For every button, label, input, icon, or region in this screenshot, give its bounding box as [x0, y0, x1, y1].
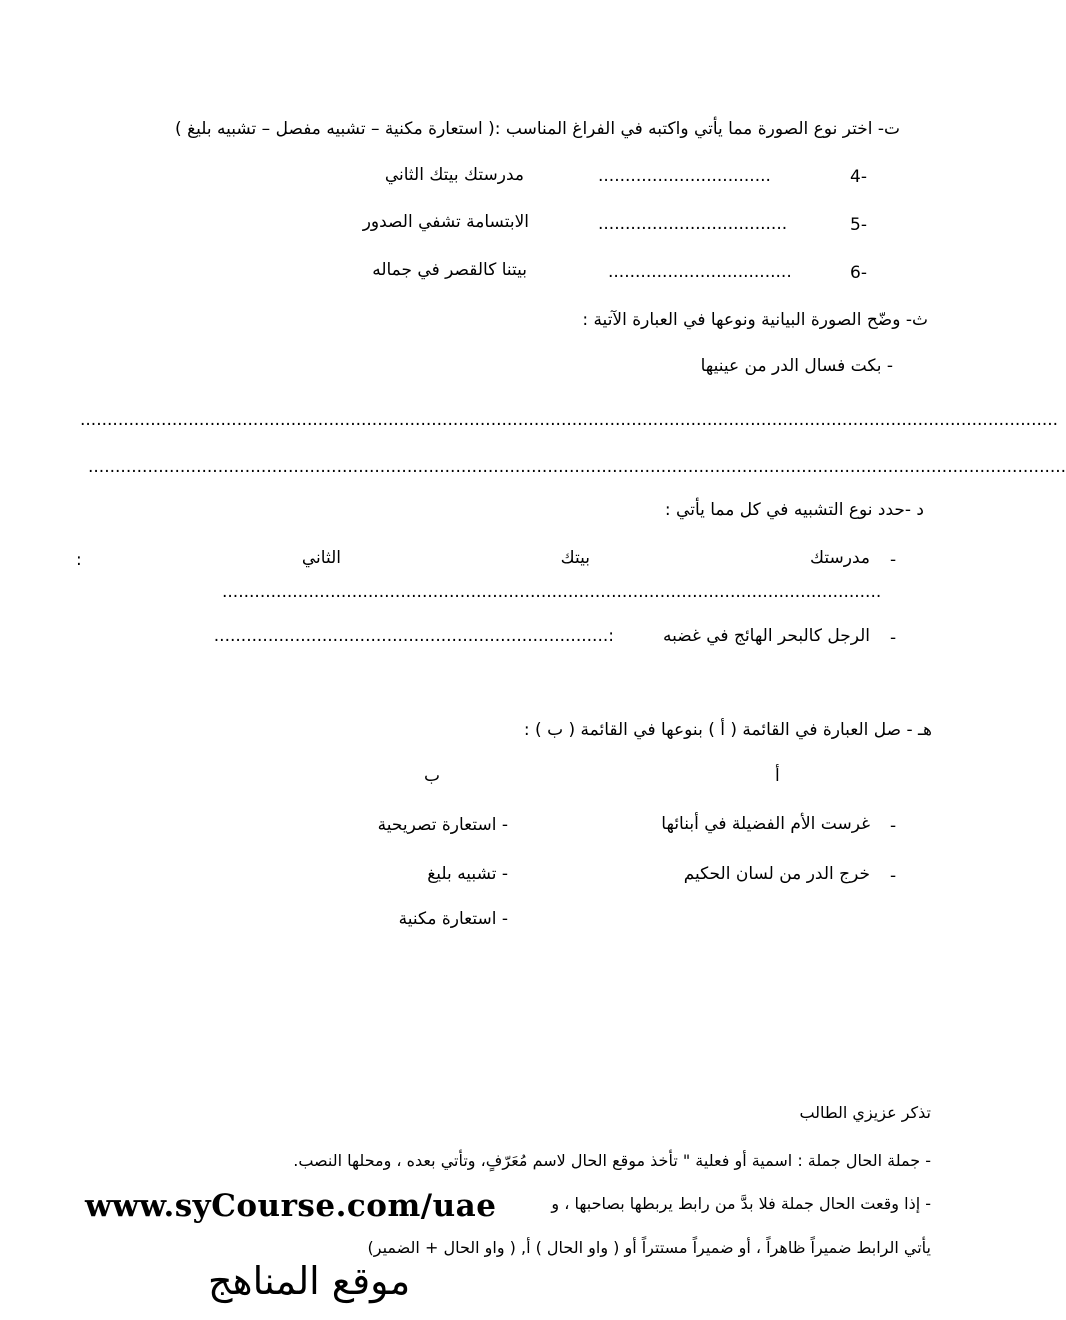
row1-colon: :: [76, 550, 82, 570]
row1-word-3: الثاني: [301, 548, 341, 568]
row2-dash: -: [890, 628, 897, 648]
watermark-arabic: موقع المناهج: [208, 1259, 411, 1303]
item-4-num: 4-: [850, 167, 867, 187]
reminder-line-1: - جملة الحال جملة : اسمية أو فعلية " تأخذ موقع الحال لاسم مُعَرّفٍ، وتأتي بعده ، ومحلها النصب.: [293, 1151, 931, 1170]
item-5-blank: ...................................: [598, 214, 788, 234]
reminder-title: تذكر عزيزي الطالب: [799, 1103, 931, 1122]
list-a-item-2: خرج الدر من لسان الحكيم: [683, 864, 870, 884]
answer-line-2: .....................................................................................................................................................................................: [88, 457, 1066, 477]
list-a-dash-2: -: [890, 866, 897, 886]
section-h-heading: هـ - صل العبارة في القائمة ( أ ) بنوعها في القائمة ( ب ) :: [523, 720, 932, 740]
reminder-line-3: يأتي الرابط ضميراً ظاهراً ، أو ضميراً مستتراً أو ( واو الحال ) أ, ( واو الحال + الضمير): [367, 1238, 931, 1257]
section-d-heading: د -حدد نوع التشبيه في كل مما يأتي :: [664, 500, 924, 520]
watermark-url: www.syCourse.com/uae: [85, 1188, 497, 1224]
section-t-heading: ت- اختر نوع الصورة مما يأتي واكتبه في الفراغ المناسب :( استعارة مكنية – تشبيه مفصل – تشبيه بليغ ): [175, 119, 900, 139]
list-b-item-3: - استعارة مكنية: [398, 909, 508, 929]
reminder-line-2: - إذا وقعت الحال جملة فلا بدَّ من رابط يربطها بصاحبها ، و: [551, 1194, 931, 1213]
column-a-label: أ: [775, 766, 780, 786]
row1-blank: ..........................................................................................................................: [222, 582, 882, 602]
row1-dash: -: [890, 550, 897, 570]
item-6-text: بيتنا كالقصر في جماله: [372, 260, 527, 280]
item-4-text: مدرستك بيتك الثاني: [384, 165, 524, 185]
row1-word-1: مدرستك: [810, 548, 870, 568]
list-b-item-1: - استعارة تصريحية: [377, 815, 508, 835]
item-6-blank: ..................................: [608, 262, 792, 282]
row2-text: الرجل كالبحر الهائج في غضبه: [662, 626, 870, 646]
section-th-heading: ث- وضّح الصورة البيانية ونوعها في العبارة الآتية :: [582, 310, 928, 330]
answer-line-1: .....................................................................................................................................................................................: [80, 410, 1059, 430]
item-4-blank: ................................: [598, 166, 771, 186]
item-6-num: 6-: [850, 263, 867, 283]
column-b-label: ب: [424, 766, 441, 786]
section-th-item: - بكت فسال الدر من عينيها: [700, 356, 893, 376]
list-a-item-1: غرست الأم الفضيلة في أبنائها: [661, 814, 870, 834]
list-b-item-2: - تشبيه بليغ: [427, 864, 508, 884]
row1-word-2: بيتك: [560, 548, 590, 568]
item-5-num: 5-: [850, 215, 867, 235]
list-a-dash-1: -: [890, 816, 897, 836]
row2-blank: :.........................................................................: [213, 626, 614, 646]
item-5-text: الابتسامة تشفي الصدور: [362, 212, 529, 232]
